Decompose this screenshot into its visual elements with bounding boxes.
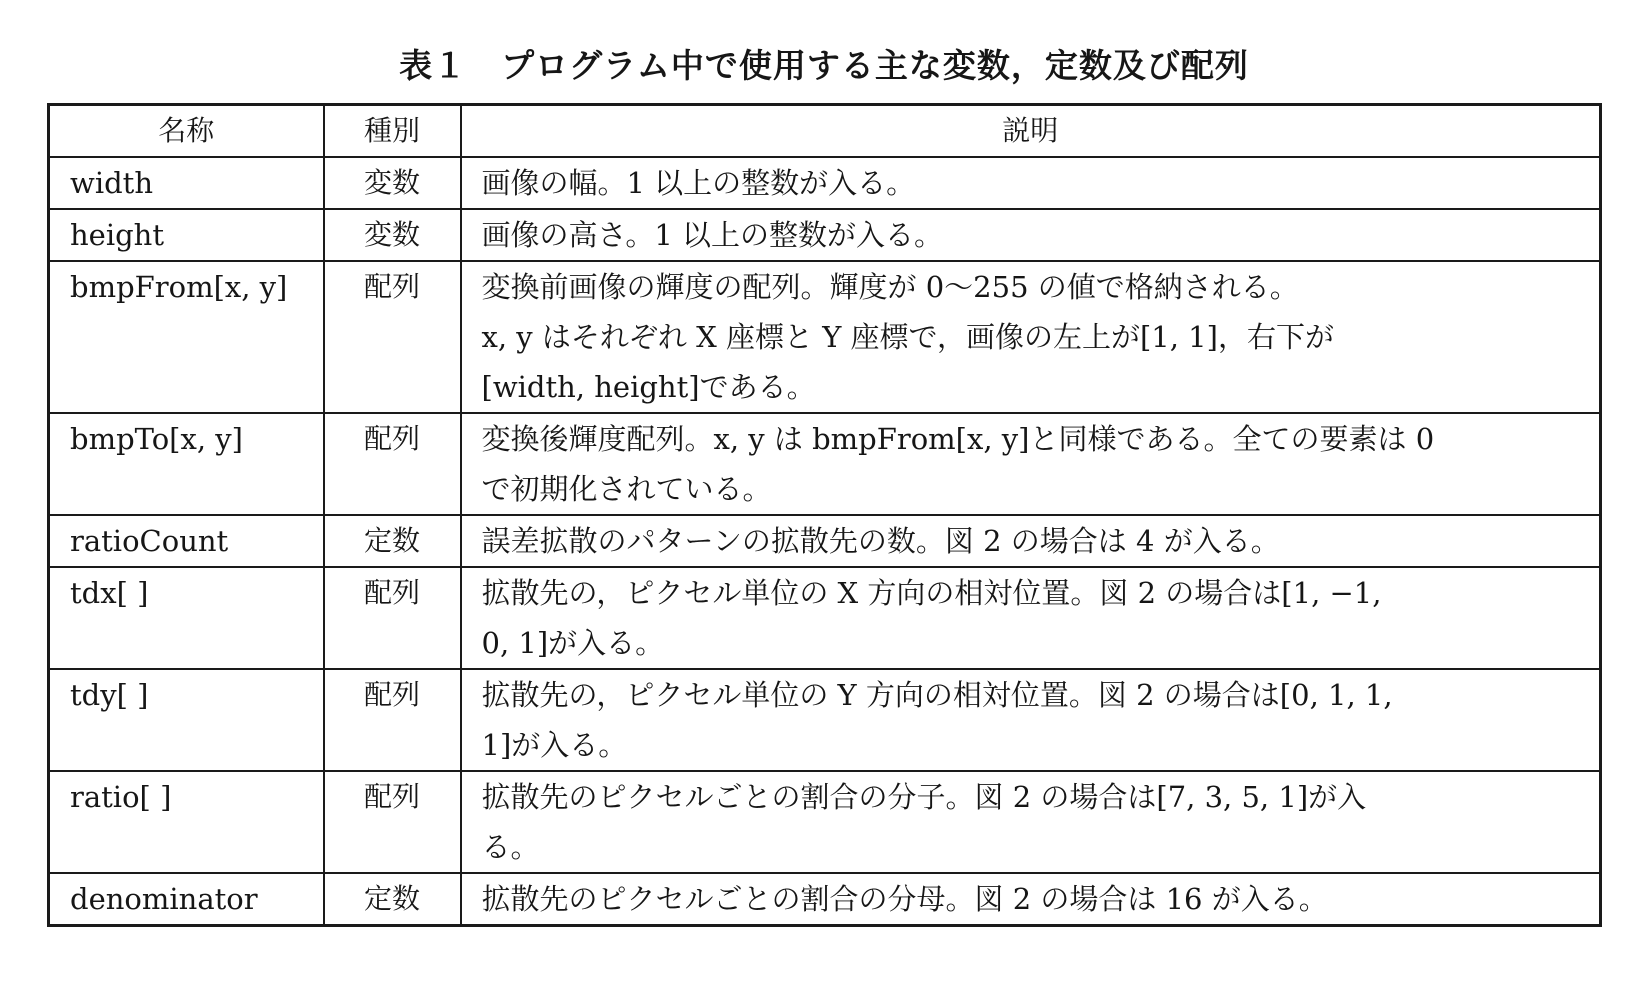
description-line: 誤差拡散のパターンの拡散先の数。図 2 の場合は 4 が入る。 <box>481 524 1280 558</box>
cell-name: ratio[ ] <box>49 771 324 873</box>
cell-description <box>461 209 1601 261</box>
cell-name: ratioCount <box>49 515 324 567</box>
table-row <box>49 567 1601 669</box>
description-line: 拡散先の，ピクセル単位の X 方向の相対位置。図 2 の場合は[1, −1, <box>481 576 1382 610</box>
cell-description <box>461 771 1601 873</box>
cell-description <box>461 873 1601 926</box>
table-row <box>49 873 1601 926</box>
cell-type: 定数 <box>324 515 461 567</box>
header-name: 名称 <box>49 105 324 158</box>
table-row <box>49 669 1601 771</box>
table-row <box>49 515 1601 567</box>
description-line: [width, height]である。 <box>481 370 816 404</box>
cell-description <box>461 413 1601 515</box>
cell-type: 変数 <box>324 157 461 209</box>
cell-description <box>461 261 1601 413</box>
cell-name: height <box>49 209 324 261</box>
description-line: 変換前画像の輝度の配列。輝度が 0～255 の値で格納される。 <box>481 270 1299 304</box>
description-line: 1]が入る。 <box>481 728 628 762</box>
table-row <box>49 261 1601 413</box>
description-line: 画像の幅。1 以上の整数が入る。 <box>481 166 916 200</box>
cell-type: 配列 <box>324 771 461 873</box>
description-line: 画像の高さ。1 以上の整数が入る。 <box>481 218 944 252</box>
description-line: 0, 1]が入る。 <box>481 626 665 660</box>
cell-description <box>461 669 1601 771</box>
cell-type: 配列 <box>324 413 461 515</box>
cell-name: tdy[ ] <box>49 669 324 771</box>
description-line: 変換後輝度配列。x, y は bmpFrom[x, y]と同様である。全ての要素は 0 <box>481 422 1435 456</box>
cell-name: bmpFrom[x, y] <box>49 261 324 413</box>
cell-name: width <box>49 157 324 209</box>
description-line: 拡散先のピクセルごとの割合の分子。図 2 の場合は[7, 3, 5, 1]が入 <box>481 780 1367 814</box>
cell-type: 定数 <box>324 873 461 926</box>
cell-type: 配列 <box>324 261 461 413</box>
cell-description <box>461 157 1601 209</box>
cell-description <box>461 567 1601 669</box>
description-line: 拡散先の，ピクセル単位の Y 方向の相対位置。図 2 の場合は[0, 1, 1, <box>481 678 1393 712</box>
table-row <box>49 413 1601 515</box>
table-row <box>49 157 1601 209</box>
cell-name: denominator <box>49 873 324 926</box>
cell-name: bmpTo[x, y] <box>49 413 324 515</box>
description-line: 拡散先のピクセルごとの割合の分母。図 2 の場合は 16 が入る。 <box>481 882 1328 916</box>
description-line: で初期化されている。 <box>481 472 772 506</box>
table-row <box>49 771 1601 873</box>
header-row <box>49 105 1601 158</box>
table-caption: 表１ プログラム中で使用する主な変数，定数及び配列 <box>399 46 1249 85</box>
cell-type: 配列 <box>324 669 461 771</box>
variables-table <box>47 103 1602 927</box>
cell-description <box>461 515 1601 567</box>
header-description: 説明 <box>461 105 1601 158</box>
table-row <box>49 209 1601 261</box>
header-type: 種別 <box>324 105 461 158</box>
cell-name: tdx[ ] <box>49 567 324 669</box>
description-line: る。 <box>481 830 540 864</box>
cell-type: 変数 <box>324 209 461 261</box>
description-line: x, y はそれぞれ X 座標と Y 座標で，画像の左上が[1, 1]，右下が <box>481 320 1334 354</box>
cell-type: 配列 <box>324 567 461 669</box>
